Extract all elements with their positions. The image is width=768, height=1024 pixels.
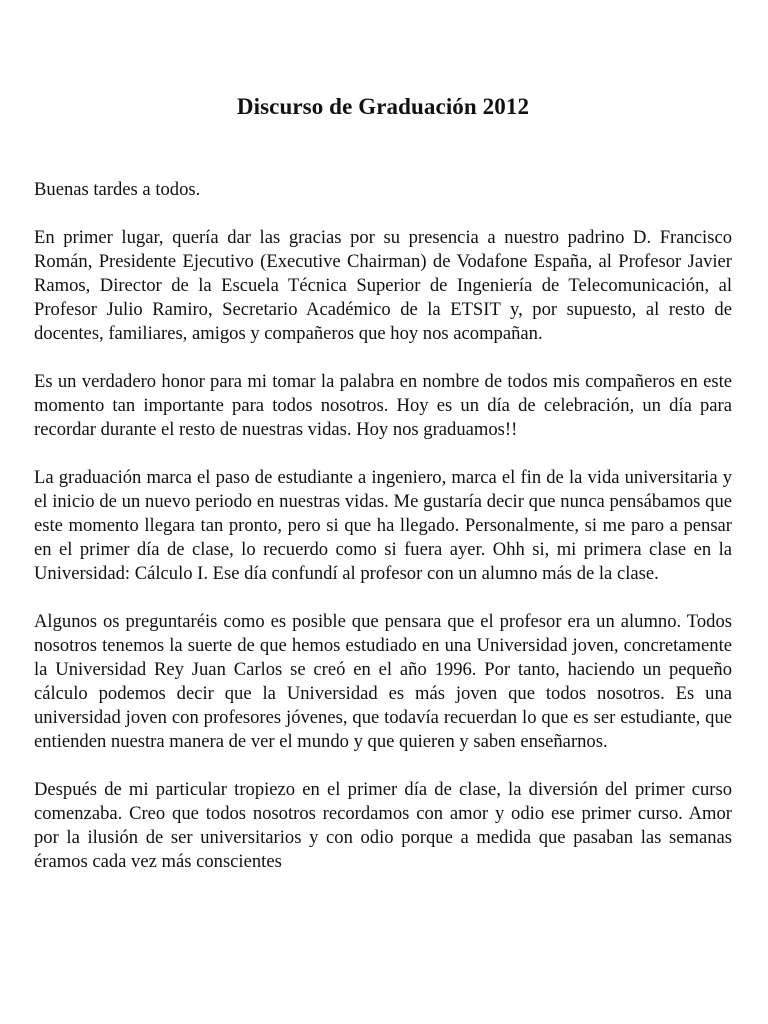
paragraph-graduation: La graduación marca el paso de estudiante a ingeniero, marca el fin de la vida universitaria y el inicio de un nuevo periodo en nuestras vidas. Me gustaría decir que nunca pensábamos que este momento llegara tan pronto, pero si que ha llegado. Personalmente, si me paro a pensar en el primer día de clase, lo recuerdo como si fuera ayer. Ohh si, mi primera clase en la Universidad: Cálculo I. Ese día confundí al profesor con un alumno más de la clase. xyxy=(34,467,732,584)
paragraph-honor: Es un verdadero honor para mi tomar la palabra en nombre de todos mis compañeros en este momento tan importante para todos nosotros. Hoy es un día de celebración, un día para recordar durante el resto de nuestras vidas. Hoy nos graduamos!! xyxy=(34,371,732,440)
paragraph-greeting: Buenas tardes a todos. xyxy=(34,179,201,200)
document-title: Discurso de Graduación 2012 xyxy=(236,94,530,119)
paragraph-acknowledgements: En primer lugar, quería dar las gracias por su presencia a nuestro padrino D. Francisco Román, Presidente Ejecutivo (Executive Chairman) de Vodafone España, al Profesor Javier Ramos, Director de la Escuela Técnica Superior de Ingeniería de Telecomunicación, al Profesor Julio Ramiro, Secretario Académico de la ETSIT y, por supuesto, al resto de docentes, familiares, amigos y compañeros que hoy nos acompañan. xyxy=(34,227,732,344)
paragraph-young-university: Algunos os preguntaréis como es posible que pensara que el profesor era un alumno. Todos nosotros tenemos la suerte de que hemos estudiado en una Universidad joven, concretamente la Universidad Rey Juan Carlos se creó en el año 1996. Por tanto, haciendo un pequeño cálculo podemos decir que la Universidad es más joven que todos nosotros. Es una universidad joven con profesores jóvenes, que todavía recuerdan lo que es ser estudiante, que entienden nuestra manera de ver el mundo y que quieren y saben enseñarnos. xyxy=(34,611,732,752)
paragraph-first-year: Después de mi particular tropiezo en el primer día de clase, la diversión del primer curso comenzaba. Creo que todos nosotros recordamos con amor y odio ese primer curso. Amor por la ilusión de ser universitarios y con odio porque a medida que pasaban las semanas éramos cada vez más conscientes xyxy=(34,779,732,872)
